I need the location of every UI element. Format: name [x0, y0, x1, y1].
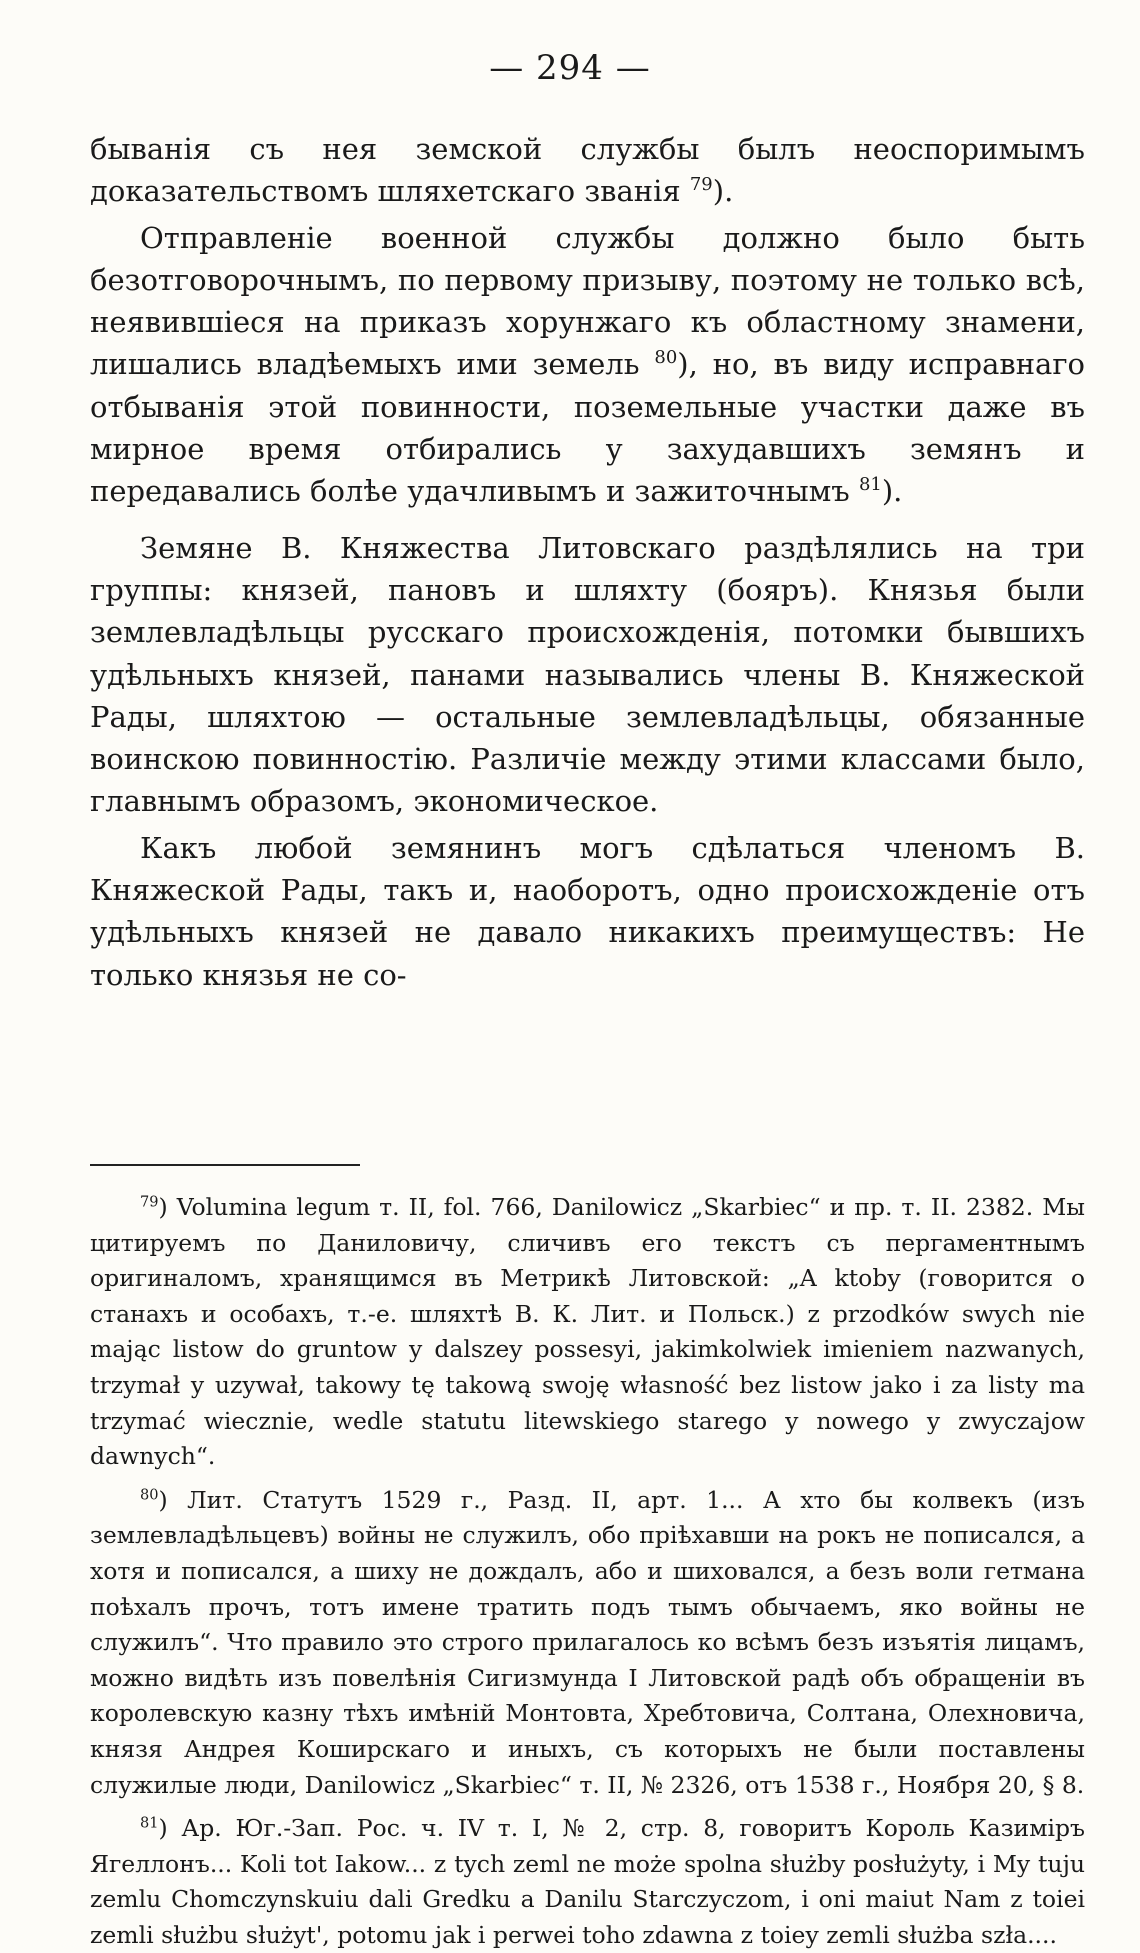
- footnote-ref-80: 80: [654, 347, 678, 369]
- footnote-text: ) Volumina legum т. II, fol. 766, Danilowicz „Skarbiec“ и пр. т. II. 2382. Мы цитируемъ по Даниловичу, сличивъ его текстъ съ пергаментнымъ оригиналомъ, хранящимся въ Метрикѣ Литовской: „A ktoby (говорится о станахъ и особахъ, т.-е. шляхтѣ В. К. Лит. и Польск.) z przodków swych nie mając listow do gruntow y dalszey possesyi, jakimkolwiek imieniem nazwanych, trzymał y uzywał, takowy tę takową swoję własność bez listow jako i za listy ma trzymać wiecznie, wedle statutu litewskiego starego y nowego y zwyczajow dawnych“.: [90, 1193, 1085, 1471]
- footnote-text: ) Лит. Статутъ 1529 г., Разд. II, арт. 1... А хто бы колвекъ (изъ землевладѣльцевъ) войны не служилъ, обо пріѣхавши на рокъ не пописался, а хотя и пописался, а шиху не дождалъ, або и шиховался, а безъ воли гетмана поѣхалъ прочъ, тотъ имене тратить подъ тымъ обычаемъ, яко войны не служилъ“. Что правило это строго прилагалось ко всѣмъ безъ изъятія лицамъ, можно видѣть изъ повелѣнія Сигизмунда I Литовской радѣ объ обращеніи въ королевскую казну тѣхъ имѣній Монтовта, Хребтовича, Солтана, Олехновича, князя Андрея Коширскаго и иныхъ, съ которыхъ не были поставлены служилые люди, Danilowicz „Skarbiec“ т. II, № 2326, отъ 1538 г., Ноября 20, § 8.: [90, 1485, 1085, 1799]
- footnote-80: [90, 1483, 1085, 1803]
- page-number: — 294 —: [489, 48, 651, 88]
- footnotes: [90, 1190, 1085, 1953]
- footnote-ref-81: 81: [858, 474, 882, 496]
- footnote-mark: 79: [140, 1193, 159, 1211]
- paragraph-3: Земяне В. Княжества Литовскаго раздѣлялись на три группы: князей, пановъ и шляхту (бояръ). Князья были землевладѣльцы русскаго происхожденія, потомки бывшихъ удѣльныхъ князей, панами назывались члены В. Княжеской Рады, шляхтою — остальные землевладѣльцы, обязанные воинскою повинностію. Различіе между этими классами было, главнымъ образомъ, экономическое.: [90, 530, 1085, 819]
- paragraph-1-text: быванія съ нея земской службы былъ неоспоримымъ доказательствомъ шляхетскаго званія: [90, 132, 1085, 209]
- footnote-79: [90, 1190, 1085, 1475]
- footnote-text: ) Ар. Юг.-Зап. Рос. ч. IV т. I, № 2, стр. 8, говоритъ Король Казиміръ Ягеллонъ... Koli tot Iakow... z tych zeml ne może spolna służby posłużyty, i My tuju zemlu Chomczynskuiu dali Gredku a Danilu Starczyczom, i oni maiut Nam z toiei zemli służbu służyt', potomu jak i perwei toho zdawna z toiey zemli służba szła....: [90, 1814, 1085, 1949]
- footnote-ref-79: 79: [689, 174, 713, 196]
- footnote-81: [90, 1811, 1085, 1953]
- paragraph-2-text-b: ), но, въ виду исправнаго отбыванія этой повинности, поземельные участки даже въ мирное время отбирались у захудавшихъ земянъ и передавались болѣе удачливымъ и зажиточнымъ: [90, 347, 1085, 509]
- footnote-mark: 81: [140, 1814, 159, 1832]
- paragraph-2-end: ).: [881, 474, 903, 509]
- paragraph-2-text-a: Отправленіе военной службы должно было быть безотговорочнымъ, по первому призыву, поэтому не только всѣ, неявившіеся на приказъ хорунжаго къ областному знамени, лишались владѣемыхъ ими земель: [90, 220, 1085, 382]
- footnote-mark: 80: [140, 1486, 159, 1504]
- footnote-separator: [90, 1164, 360, 1166]
- paragraph-1: [90, 128, 1085, 213]
- main-text: [90, 128, 1085, 996]
- paragraph-4: Какъ любой земянинъ могъ сдѣлаться членомъ В. Княжеской Рады, такъ и, наоборотъ, одно происхожденіе отъ удѣльныхъ князей не давало никакихъ преимуществъ: Не только князья не со-: [90, 830, 1085, 992]
- paragraph-2: [90, 217, 1085, 513]
- paragraph-1-end: ).: [712, 174, 734, 209]
